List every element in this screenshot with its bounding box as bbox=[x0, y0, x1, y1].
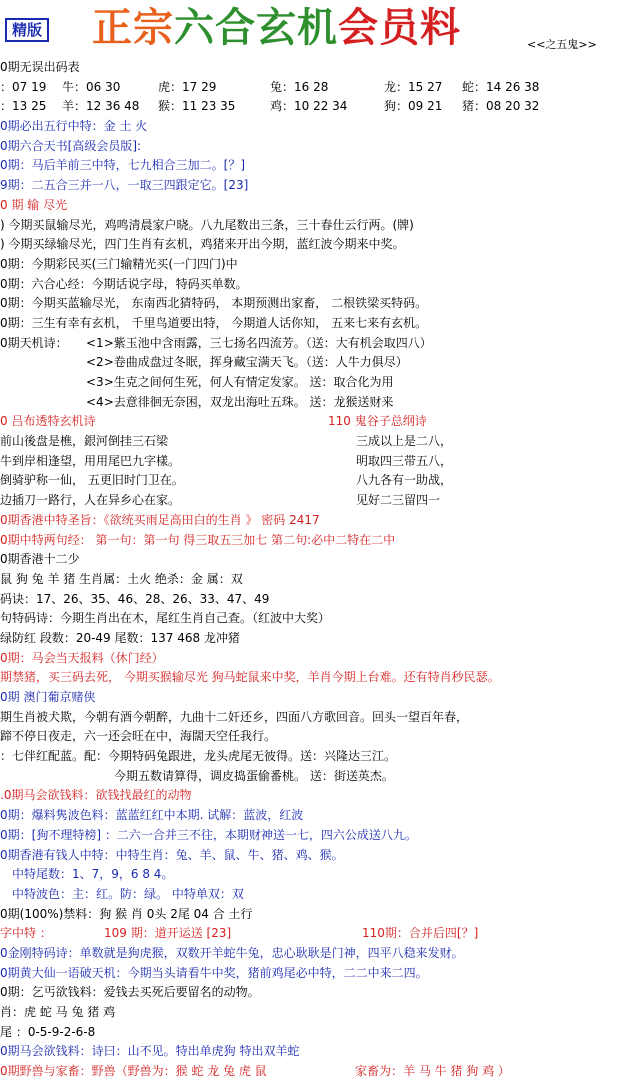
text-cell: ：七伴红配蓝。配：今期特码兔跟进，龙头虎尾无彼得。送：兴隆达三江。 bbox=[0, 749, 397, 764]
text-cell: 今期五数请算得，调皮捣蛋偷番桃。 送：街送英杰。 bbox=[114, 768, 394, 783]
text-cell: 110 鬼谷子总纲诗 bbox=[328, 414, 427, 429]
text-cell: 中特尾数：1、7，9，6 8 4。 bbox=[12, 867, 174, 882]
text-line bbox=[0, 432, 621, 452]
text-line bbox=[0, 570, 621, 590]
text-cell: 猪：08 20 32 bbox=[462, 99, 540, 114]
text-line bbox=[0, 196, 621, 216]
text-cell: 0期：马会当天报料（休门经） bbox=[0, 650, 164, 665]
text-cell: 109 期：道开运送 [23] bbox=[104, 926, 232, 941]
text-cell: 虎：17 29 bbox=[158, 79, 217, 94]
text-line bbox=[0, 531, 621, 551]
text-line bbox=[0, 373, 621, 393]
text-line bbox=[0, 747, 621, 767]
text-cell: 0期：[狗不理特榜] ：二六一合并三不往，本期财神送一七，四六公成送八九。 bbox=[0, 827, 417, 842]
text-cell: 字中特 ： bbox=[0, 926, 52, 941]
text-line bbox=[0, 865, 621, 885]
text-cell: 牛：06 30 bbox=[62, 79, 121, 94]
text-cell: ：07 19 bbox=[0, 79, 47, 94]
text-cell: 蹄不停日夜走，六一还会旺在中，海闊天空任我行。 bbox=[0, 729, 277, 744]
text-line bbox=[0, 885, 621, 905]
text-cell: 9期：二五合三并一八，一取三四跟定它。[23] bbox=[0, 178, 249, 193]
text-line bbox=[0, 964, 621, 984]
text-cell: 0期：六合心经：今期话说字母，特码买单数。 bbox=[0, 276, 248, 291]
edition-badge: 精版 bbox=[5, 18, 49, 42]
text-line bbox=[0, 393, 621, 413]
text-cell: 0期：马后羊前三中特，七九相合三加二。[？] bbox=[0, 158, 245, 173]
text-line bbox=[0, 846, 621, 866]
text-line bbox=[0, 58, 621, 78]
text-cell: 0期：今期买蓝输尽光， 东南西北猜特码， 本期预测出家畜， 二根铁梁买特码。 bbox=[0, 296, 428, 311]
text-line bbox=[0, 826, 621, 846]
text-cell: 0期：乞丐欲钱料：爱钱去买死后要留名的动物。 bbox=[0, 985, 260, 1000]
text-line bbox=[0, 511, 621, 531]
text-cell: <3>生克之间何生死，何人有情定发家。 送：取合化为用 bbox=[86, 375, 394, 389]
text-cell: <2>卷曲成盘过冬眠，挥身藏宝满天飞。（送：人牛力俱尽） bbox=[86, 355, 408, 370]
text-cell: 兔：16 28 bbox=[270, 79, 329, 94]
text-line bbox=[0, 767, 621, 787]
text-cell: 牛到岸相逢望，用用尾巴九字樣。 bbox=[0, 453, 181, 468]
text-line bbox=[0, 137, 621, 157]
text-line bbox=[0, 1062, 621, 1082]
text-cell: ) 今期买绿输尽光，四门生肖有玄机，鸡猪来开出今期，蓝红波今期来中奖。 bbox=[0, 237, 405, 252]
text-line bbox=[0, 294, 621, 314]
text-line bbox=[0, 1042, 621, 1062]
text-line bbox=[0, 590, 621, 610]
text-line bbox=[0, 806, 621, 826]
text-line bbox=[0, 609, 621, 629]
text-cell: 0期马会欲钱料：诗曰：山不见。特出单虎狗 特出双羊蛇 bbox=[0, 1044, 300, 1059]
text-cell: 明取四三带五八， bbox=[356, 453, 453, 468]
text-cell: 期禁猪，买三码去死， 今期买猴输尽光 狗马蛇鼠来中奖，羊肖今期上台难。还有特肖秒民瑟。 bbox=[0, 670, 500, 685]
text-cell: 0期中特两句经： 第一句：第一句 得三取五三加七 第二句:必中二特在二中 bbox=[0, 532, 396, 547]
text-cell: 0 吕布透特玄机诗 bbox=[0, 414, 96, 429]
text-cell: <1>紫玉池中含雨露，三七扬名四流芳。（送：大有机会取四八） bbox=[86, 335, 432, 350]
page-title bbox=[92, 4, 461, 52]
text-line bbox=[0, 216, 621, 236]
title-part3: 会员料 bbox=[338, 4, 461, 51]
text-cell: 肖：虎 蛇 马 兔 猪 鸡 bbox=[0, 1005, 116, 1019]
text-line bbox=[0, 471, 621, 491]
text-cell: 0期天机诗： bbox=[0, 335, 68, 350]
text-cell: 中特波色：主：红。防：绿。 中特单双：双 bbox=[12, 886, 244, 901]
text-cell: 前山後盘是樵，銀河倒挂三石梁 bbox=[0, 434, 169, 449]
text-cell: .0期马会欲钱料：欲钱找最红的动物 bbox=[0, 788, 192, 803]
text-cell: 0期香港有钱人中特：中特生肖：兔、羊、鼠、牛、猪、鸡、猴。 bbox=[0, 847, 344, 862]
text-line bbox=[0, 629, 621, 649]
text-line bbox=[0, 550, 621, 570]
text-cell: 码诀：17、26、35、46、28、26、33、47、49 bbox=[0, 591, 270, 606]
text-line bbox=[0, 412, 621, 432]
text-cell: 0期(100%)禁料：狗 猴 肖 0头 2尾 04 合 土行 bbox=[0, 906, 253, 921]
text-line bbox=[0, 235, 621, 255]
text-cell: 期生肖被犬欺，今朝有酒今朝醉，九曲十二奸还乡，四面八方歌回音。回头一望百年春， bbox=[0, 709, 469, 724]
text-cell: 龙：15 27 bbox=[384, 79, 443, 94]
text-line bbox=[0, 727, 621, 747]
text-cell: 0期黄大仙一语破天机：今期当头请看牛中奖，猪前鸡尾必中特，二二中来二四。 bbox=[0, 965, 428, 980]
text-cell: 尾 ：0-5-9-2-6-8 bbox=[0, 1024, 96, 1039]
text-cell: 狗：09 21 bbox=[384, 99, 443, 114]
text-line bbox=[0, 314, 621, 334]
text-line bbox=[0, 1003, 621, 1023]
text-cell: 鸡：10 22 34 bbox=[270, 99, 348, 114]
text-cell: ：13 25 bbox=[0, 99, 47, 114]
document-body bbox=[0, 58, 621, 1082]
text-line bbox=[0, 708, 621, 728]
text-cell: 110期：合并后四[？] bbox=[362, 926, 479, 941]
text-cell: 鼠 狗 兔 羊 猪 生肖属：土火 绝杀：金 属：双 bbox=[0, 571, 243, 586]
text-line bbox=[0, 156, 621, 176]
text-cell: 羊：12 36 48 bbox=[62, 99, 140, 114]
text-cell: 绿防红 段数：20-49 尾数：137 468 龙冲猪 bbox=[0, 630, 240, 645]
text-cell: 见好二三留四一 bbox=[356, 493, 441, 508]
title-part1: 正宗 bbox=[92, 4, 174, 51]
text-cell: 0期香港中特圣旨：《欲统买雨足高田白的生肖 》 密码 2417 bbox=[0, 512, 320, 527]
text-line bbox=[0, 117, 621, 137]
text-cell: 0期香港十二少 bbox=[0, 552, 80, 567]
text-line bbox=[0, 491, 621, 511]
text-line bbox=[0, 905, 621, 925]
text-line bbox=[0, 649, 621, 669]
header bbox=[0, 0, 621, 56]
text-line bbox=[0, 275, 621, 295]
text-cell: 0金刚特码诗：单数就是狗虎猴，双数开羊蛇牛兔，忠心耿耿是门神，四平八稳来发财。 bbox=[0, 945, 464, 960]
text-line bbox=[0, 668, 621, 688]
text-line bbox=[0, 924, 621, 944]
text-cell: 0期必出五行中特：金 土 火 bbox=[0, 119, 148, 134]
text-line bbox=[0, 255, 621, 275]
text-cell: 0期无误出码表 bbox=[0, 60, 80, 74]
text-line bbox=[0, 452, 621, 472]
text-cell: 边插刀一路行，人在异乡心在家。 bbox=[0, 493, 181, 508]
text-line bbox=[0, 176, 621, 196]
text-cell: 0 期 输 尽光 bbox=[0, 197, 68, 212]
text-cell: 0期 澳门葡京赌侠 bbox=[0, 690, 96, 704]
text-line bbox=[0, 786, 621, 806]
text-line bbox=[0, 97, 621, 117]
title-part2: 六合玄机 bbox=[174, 4, 338, 51]
text-cell: 0期：今期彩民买(三门输精光买(一门四门)中 bbox=[0, 256, 238, 271]
text-line bbox=[0, 688, 621, 708]
text-cell: 0期野兽与家畜：野兽（野兽为：猴 蛇 龙 兔 虎 鼠 bbox=[0, 1064, 267, 1079]
text-cell: 句特码诗：今期生肖出在木，尾红生肖自己查。（红波中大奖） bbox=[0, 611, 331, 626]
page-subtitle: <<之五鬼>> bbox=[527, 38, 597, 51]
text-line bbox=[0, 1023, 621, 1043]
text-line bbox=[0, 78, 621, 98]
text-line bbox=[0, 944, 621, 964]
text-cell: 蛇：14 26 38 bbox=[462, 79, 540, 94]
text-cell: 猴：11 23 35 bbox=[158, 99, 236, 114]
text-cell: 0期六合天书[高级会员版]: bbox=[0, 138, 142, 153]
text-line bbox=[0, 983, 621, 1003]
text-line bbox=[0, 334, 621, 354]
text-line bbox=[0, 353, 621, 373]
text-cell: ) 今期买鼠输尽光，鸡鸣清晨家户晓。八九尾数出三条，三十春仕云行两。(牌) bbox=[0, 217, 414, 232]
text-cell: 0期：爆料隽波色料：蓝蓝红红中本期. 试解：蓝波，红波 bbox=[0, 808, 304, 823]
text-cell: 八九各有一助战， bbox=[356, 473, 453, 488]
text-cell: <4>去意徘徊无奈困，双龙出海吐五珠。 送：龙猴送财来 bbox=[86, 394, 394, 409]
text-cell: 三成以上是二八， bbox=[356, 434, 453, 449]
text-cell: 0期：三生有幸有玄机， 千里鸟道要出特， 今期道人话你知， 五来七来有玄机。 bbox=[0, 315, 428, 330]
text-cell: 倒骑驴称一仙， 五更旧时门卫在。 bbox=[0, 473, 184, 488]
text-cell: 家畜为：羊 马 牛 猪 狗 鸡 ） bbox=[355, 1064, 510, 1079]
